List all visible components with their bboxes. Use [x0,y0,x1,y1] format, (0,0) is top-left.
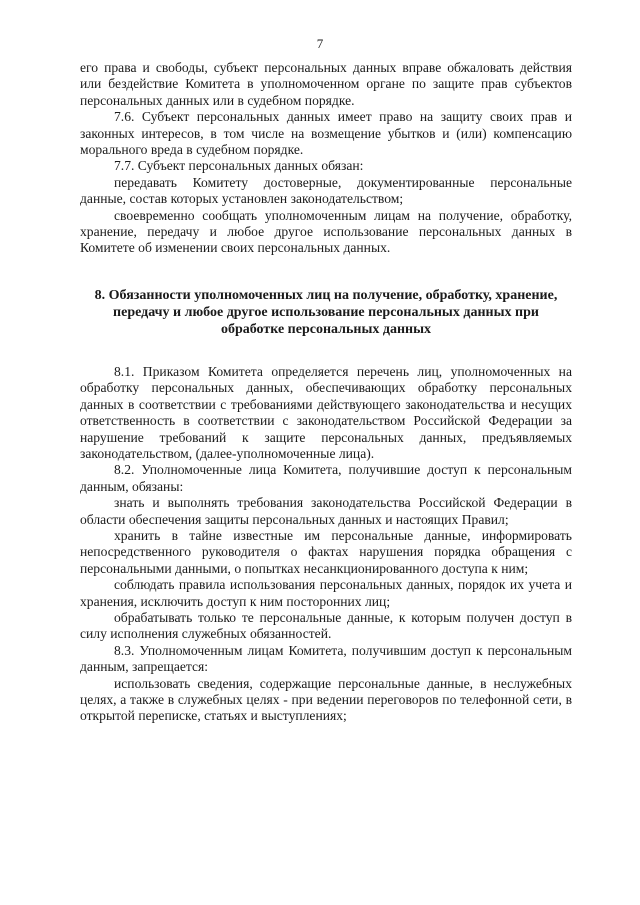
paragraph-8-2-item-2: хранить в тайне известные им персональные данные, информировать непосредственного руководителя о фактах нарушения порядка обращения с персональными данными, о попытках несанкционированного доступа к ним; [80,527,572,576]
paragraph-8-2: 8.2. Уполномоченные лица Комитета, получившие доступ к персональным данным, обязаны: [80,462,572,494]
paragraph-8-2-item-4: обрабатывать только те персональные данные, к которым получен доступ в силу исполнения служебных обязанностей. [80,609,572,642]
paragraph-8-1: 8.1. Приказом Комитета определяется перечень лиц, уполномоченных на обработку персональных данных, обеспечивающих обработку персональных данных в соответствии с требованиями действующего законодательства и несущих ответственность в соответствии с законодательством Российской Федерации за нарушение требований к защите персональных данных, предъявляемых законодательством, (далее-уполномоченные лица). [80,363,572,461]
document-body [80,60,572,725]
paragraph-8-2-item-3: соблюдать правила использования персональных данных, порядок их учета и хранения, исключить доступ к ним посторонних лиц; [80,577,572,609]
paragraph-8-3-item-1: использовать сведения, содержащие персональные данные, в неслужебных целях, а также в служебных целях - при ведении переговоров по телефонной сети, в открытой переписке, статьях и выступлениях; [80,675,572,724]
paragraph-8-2-item-1: знать и выполнять требования законодательства Российской Федерации в области обеспечения защиты персональных данных и настоящих Правил; [80,495,572,527]
paragraph-7-7-item-1: передавать Комитету достоверные, документированные персональные данные, состав которых установлен законодательством; [80,174,572,207]
paragraph-continuation: его права и свободы, субъект персональных данных вправе обжаловать действия или бездействие Комитета в уполномоченном органе по защите прав субъектов персональных данных или в судебном порядке. [80,60,572,108]
paragraph-8-3: 8.3. Уполномоченным лицам Комитета, получившим доступ к персональным данным, запрещается: [80,642,572,675]
paragraph-7-6: 7.6. Субъект персональных данных имеет право на защиту своих прав и законных интересов, в том числе на возмещение убытков и (или) компенсацию морального вреда в судебном порядке. [80,109,572,158]
section-heading-8: 8. Обязанности уполномоченных лиц на получение, обработку, хранение, передачу и любое другое использование персональных данных при обработке персональных данных [94,287,558,337]
paragraph-7-7-item-2: своевременно сообщать уполномоченным лицам на получение, обработку, хранение, передачу и любое другое использование персональных данных в Комитете об изменении своих персональных данных. [80,207,572,256]
paragraph-7-7: 7.7. Субъект персональных данных обязан: [114,158,364,174]
page-number: 7 [316,36,324,51]
